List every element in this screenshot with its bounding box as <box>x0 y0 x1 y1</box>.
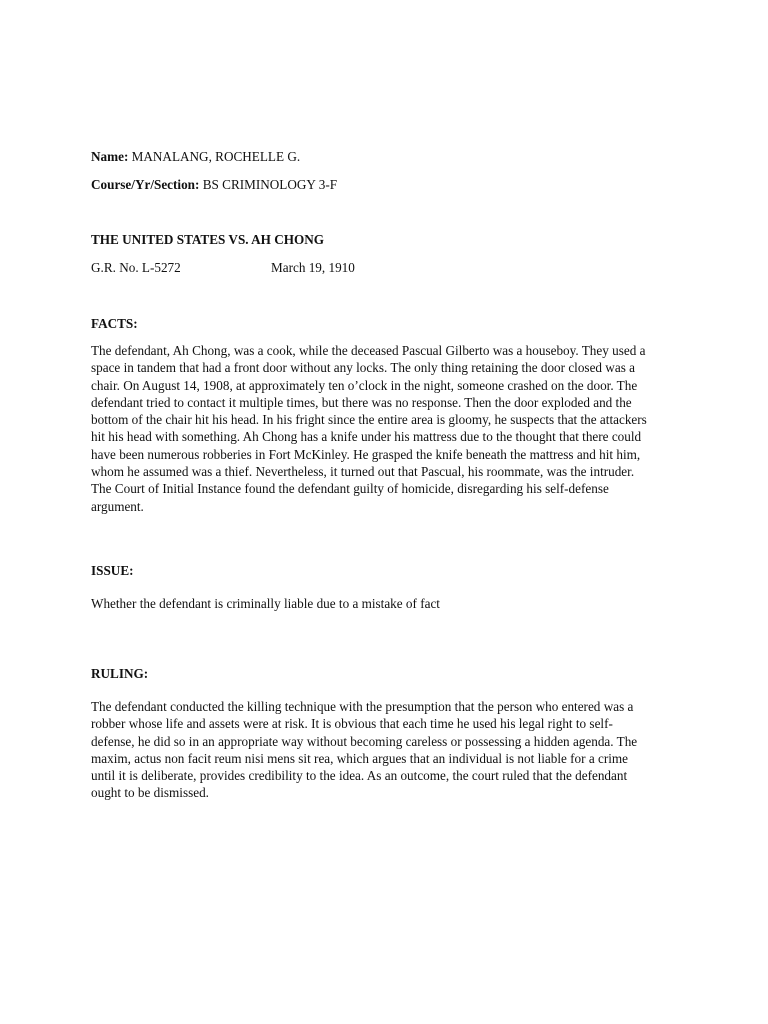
issue-text: Whether the defendant is criminally liable due to a mistake of fact <box>91 596 440 611</box>
facts-line: argument. <box>91 498 144 514</box>
ruling-line: defense, he did so in an appropriate way without becoming careless or possessing a hidden agenda. The <box>91 733 638 749</box>
facts-line: chair. On August 14, 1908, at approximately ten o’clock in the night, someone crashed on the door. The <box>91 377 638 393</box>
ruling-line: robber whose life and assets were at risk. It is obvious that each time he used his legal right to self- <box>91 716 613 732</box>
facts-line: whom he assumed was a thief. Nevertheless, it turned out that Pascual, his roommate, was the intruder. <box>91 464 635 480</box>
facts-line: space in tandem that had a front door without any locks. The only thing retaining the door closed was a <box>91 360 635 376</box>
issue-heading: ISSUE: <box>91 563 134 578</box>
gr-number: G.R. No. L-5272 <box>91 260 181 275</box>
ruling-line: The defendant conducted the killing technique with the presumption that the person who entered was a <box>91 699 634 714</box>
course-line <box>91 176 337 193</box>
course-label: Course/Yr/Section: <box>91 177 200 192</box>
name-line <box>91 148 300 165</box>
facts-line: defendant tried to contact it multiple times, but there was no response. Then the door exploded and the <box>91 394 632 410</box>
ruling-line: ought to be dismissed. <box>91 785 209 801</box>
ruling-heading: RULING: <box>91 666 149 681</box>
facts-line: The Court of Initial Instance found the defendant guilty of homicide, disregarding his self-defense <box>91 481 609 497</box>
ruling-line: maxim, actus non facit reum nisi mens sit rea, which argues that an individual is not liable for a crime <box>91 750 629 766</box>
facts-heading: FACTS: <box>91 316 138 331</box>
case-reference-line <box>91 259 355 276</box>
course-value: BS CRIMINOLOGY 3-F <box>202 177 338 192</box>
facts-line: bottom of the chair hit his head. In his fright since the entire area is gloomy, he suspects that the attackers <box>91 412 647 428</box>
case-date: March 19, 1910 <box>271 260 355 275</box>
ruling-line: until it is deliberate, provides credibility to the idea. As an outcome, the court ruled that the defendant <box>91 768 628 784</box>
facts-line: hit his head with something. Ah Chong has a knife under his mattress due to the thought that there could <box>91 429 642 445</box>
name-label: Name: <box>91 149 129 164</box>
facts-line: have been numerous robberies in Fort McKinley. He grasped the knife beneath the mattress and hit him, <box>91 446 641 462</box>
facts-paragraph <box>91 342 691 515</box>
case-title: THE UNITED STATES VS. AH CHONG <box>91 232 325 247</box>
name-value: MANALANG, ROCHELLE G. <box>131 149 301 164</box>
ruling-paragraph <box>91 698 691 802</box>
facts-line: The defendant, Ah Chong, was a cook, while the deceased Pascual Gilberto was a houseboy. They used a <box>91 343 646 358</box>
